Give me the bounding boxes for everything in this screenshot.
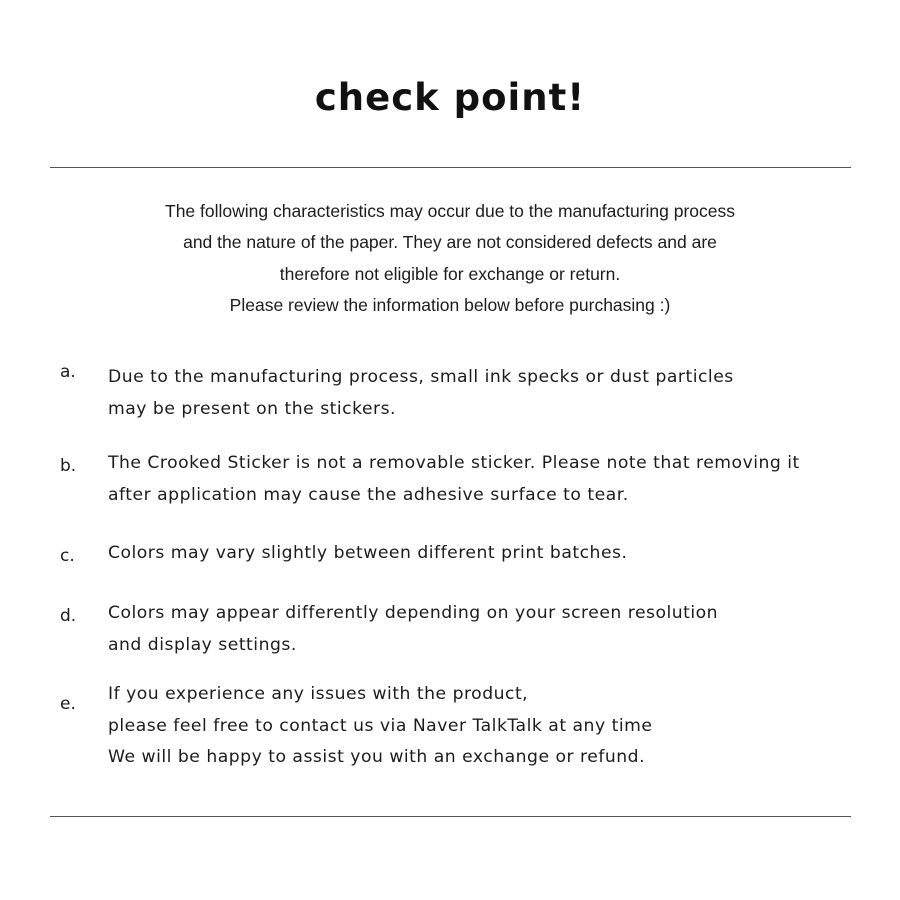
item-text: [108, 448, 800, 511]
bottom-divider: [50, 816, 851, 817]
item-line: after application may cause the adhesive surface to tear.: [108, 484, 629, 505]
page-title: check point!: [314, 76, 586, 119]
intro-line: and the nature of the paper. They are not considered defects and are: [183, 232, 717, 253]
top-divider: [50, 167, 851, 168]
item-line: Due to the manufacturing process, small ink specks or dust particles: [108, 367, 734, 387]
item-marker: a.: [60, 362, 76, 382]
item-line: The Crooked Sticker is not a removable sticker. Please note that removing it: [108, 453, 800, 473]
item-line: Colors may appear differently depending on your screen resolution: [108, 603, 719, 623]
intro-notice: [0, 196, 900, 321]
item-line: Colors may vary slightly between different print batches.: [108, 543, 628, 563]
item-marker: b.: [60, 456, 77, 476]
item-text: [108, 362, 734, 425]
intro-line: The following characteristics may occur due to the manufacturing process: [165, 201, 735, 221]
item-line: We will be happy to assist you with an exchange or refund.: [108, 747, 646, 767]
item-line: and display settings.: [108, 634, 297, 655]
item-marker: d.: [60, 606, 77, 626]
item-marker: e.: [60, 694, 76, 714]
item-line: If you experience any issues with the product,: [108, 684, 529, 704]
item-marker: c.: [60, 546, 75, 566]
intro-line: therefore not eligible for exchange or return.: [279, 263, 621, 284]
item-text: [108, 679, 652, 774]
item-text: [108, 598, 718, 661]
item-line: may be present on the stickers.: [108, 398, 397, 419]
item-line: please feel free to contact us via Naver TalkTalk at any time: [108, 715, 653, 736]
intro-line: Please review the information below before purchasing :): [229, 294, 671, 315]
item-text: [108, 538, 627, 570]
